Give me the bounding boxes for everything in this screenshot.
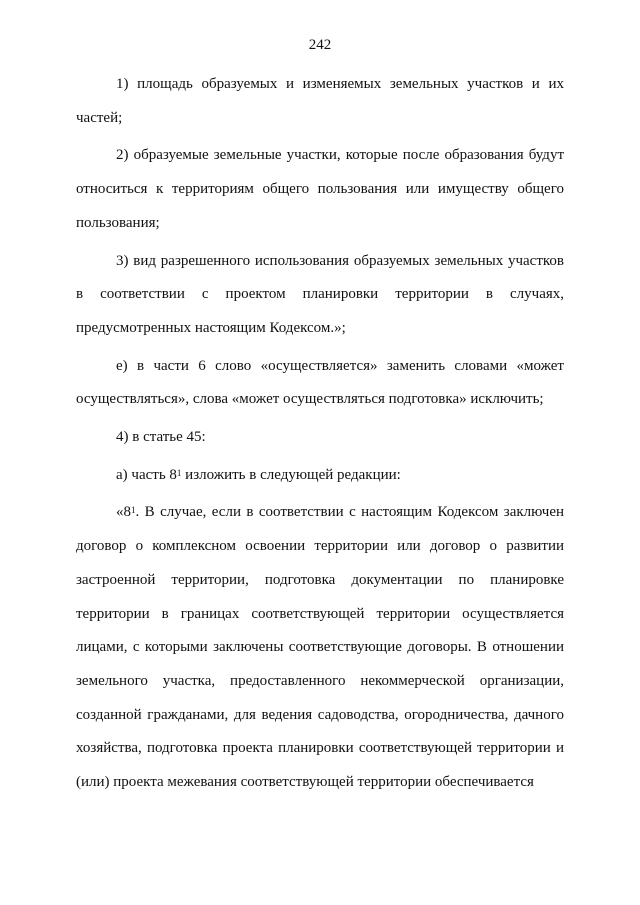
paragraph-new-8-1 xyxy=(76,496,564,799)
paragraph-part-8-1-before: а) часть 8 xyxy=(116,466,177,483)
paragraph-new-8-1-before: «8 xyxy=(116,504,131,521)
paragraph-new-8-1-after: . В случае, если в соответствии с настоящим Кодексом заключен договор о комплексном освоении территории или договор о развитии застроенной территории, подготовка документации по планировке территории в границах соответствующей территории осуществляется лицами, с которыми заключены соответствующие договоры. В отношении земельного участка, предоставленного некоммерческой организации, созданной гражданами, для ведения садоводства, огородничества, дачного хозяйства, подготовка проекта планировки соответствующей территории и (или) проекта межевания соответствующей территории обеспечивается xyxy=(76,504,564,791)
paragraph-amendment-e: е) в части 6 слово «осуществляется» заменить словами «может осуществляться», слова «может осуществляться подготовка» исключить; xyxy=(76,357,564,408)
paragraph-item-3: 3) вид разрешенного использования образуемых земельных участков в соответствии с проектом планировки территории в случаях, предусмотренных настоящим Кодексом.»; xyxy=(76,252,564,336)
superscript-1: 1 xyxy=(176,467,182,478)
superscript-1-second: 1 xyxy=(131,505,136,516)
paragraph-part-8-1 xyxy=(76,459,564,493)
page-number: 242 xyxy=(308,37,332,53)
paragraph-item-2: 2) образуемые земельные участки, которые после образования будут относиться к территориям общего пользования или имуществу общего пользования; xyxy=(76,147,564,231)
paragraph-part-8-1-after: изложить в следующей редакции: xyxy=(181,466,401,483)
document-body xyxy=(76,68,564,800)
paragraph-item-1: 1) площадь образуемых и изменяемых земельных участков и их частей; xyxy=(76,76,564,126)
paragraph-article-45: 4) в статье 45: xyxy=(116,429,206,446)
